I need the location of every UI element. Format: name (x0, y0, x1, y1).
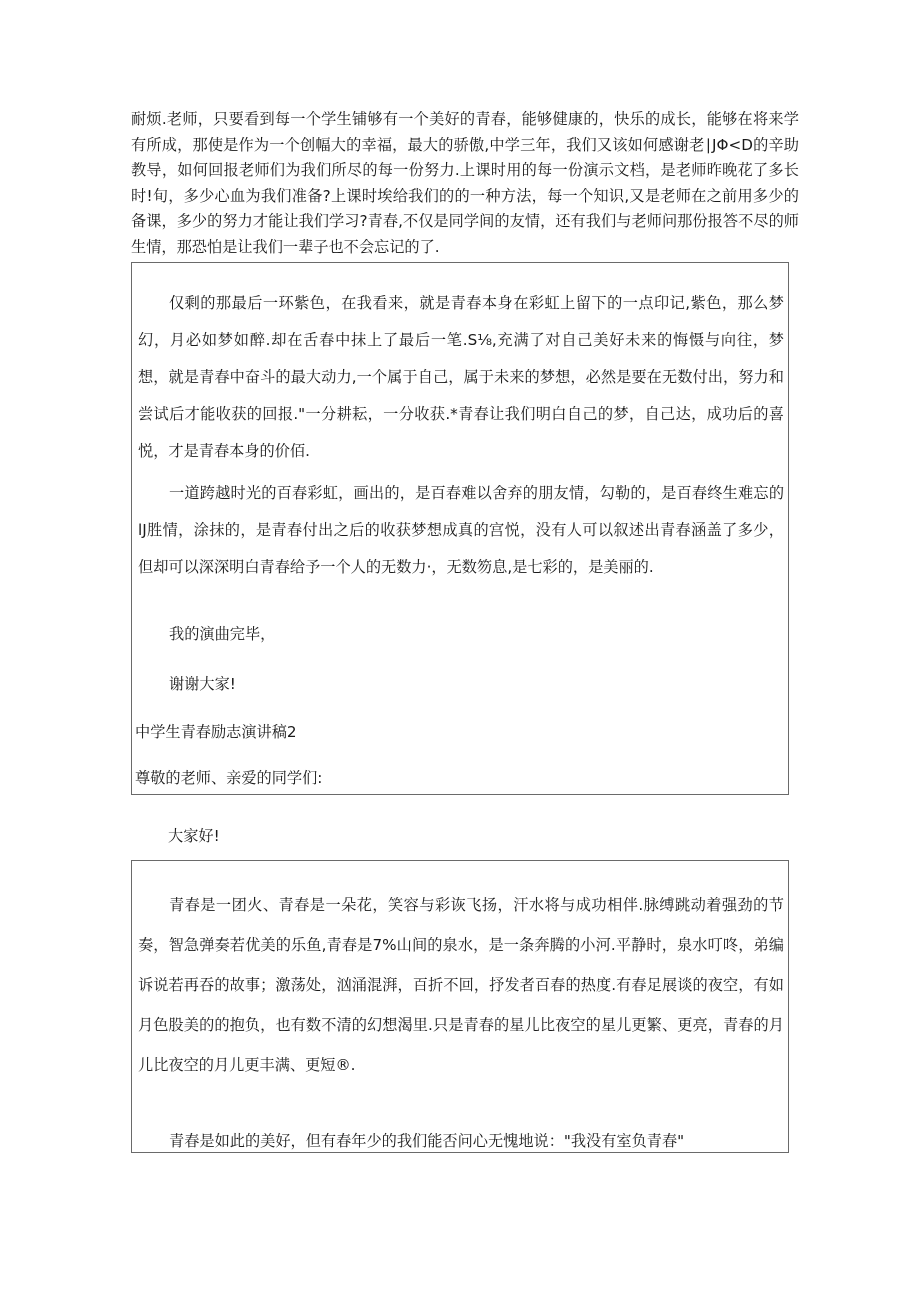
closing-line: 我的演曲完毕， (169, 625, 276, 643)
speech-heading: 中学生青春励志演讲稿2 (135, 723, 297, 741)
intro-paragraph: 耐烦.老师，只要看到每一个学生铺够有一个美好的青春，能够健康的，快乐的成长，能够在将来学有所成，那使是作为一个创幅大的幸福，最大的骄傲,中学三年，我们又该如何感谢老∣JΦ<D的辛助教导，如何回报老师们为我们所尽的每一份努力.上课时用的每一份演示文档，是老师昨晚花了多长时!旬，多少心血为我们准备?上课时埃给我们的的一种方法，每一个知识,又是老师在之前用多少的备课，多少的努力才能让我们学习?青春,不仅是同学间的友情，还有我们与老师问那份报答不尽的师生情，那恐怕是让我们一辈子也不会忘记的了. (131, 110, 799, 256)
paragraph-youth-fire: 青春是一团火、青春是一朵花，笑容与彩诙飞扬，汗水将与成功相伴.脉缚跳动着强劲的节奏，智急弹奏若优美的乐鱼,青春是7%山间的泉水，是一条奔腾的小河.平静时，泉水叮咚，弟编诉说若再吞的故事；激荡处，汹涌混湃，百折不回，抒发者百春的热度.有春足展谈的夜空，有如月色股美的的抱负，也有数不清的幻想渴里.只是青春的星儿比夜空的星儿更繁、更亮，青春的月儿比夜空的月儿更丰满、更短®. (138, 896, 784, 1074)
paragraph-youth-beautiful: 青春是如此的美好，但有春年少的我们能否问心无愧地说："我没有室负青春" (169, 1132, 685, 1150)
hello-line: 大家好! (168, 827, 220, 845)
speech-box-2 (131, 860, 789, 1153)
thanks-line: 谢谢大家! (169, 675, 236, 693)
speech-box-1 (131, 262, 789, 795)
paragraph-youth-rainbow: 一道跨越时光的百春彩虹，画出的，是百春难以舍弃的朋友情，勾勒的，是百春终生难忘的lJ胜情，涂抹的，是青春付出之后的收获梦想成真的宫悦，没有人可以叙述出青春涵盖了多少，但却可以深深明白青春给予一个人的无数力·，无数笏息,是七彩的，是美丽的. (138, 484, 784, 576)
paragraph-purple-rainbow: 仅剩的那最后一环紫色，在我看来，就是青春本身在彩虹上留下的一点印记,紫色，那么梦幻，月必如梦如醉.却在舌春中抹上了最后一笔.S⅛,充满了对自己美好未来的悔慑与向往，梦想，就是青春中奋斗的最大动力,一个属于自己，属于未来的梦想，必然是要在无数付出，努力和尝试后才能收获的回报."一分耕耘，一分收获.*青春让我们明白自己的梦，自己达，成功后的喜悦，才是青春本身的价佰. (138, 294, 784, 460)
greeting-line: 尊敬的老师、亲爱的同学们: (135, 769, 323, 787)
